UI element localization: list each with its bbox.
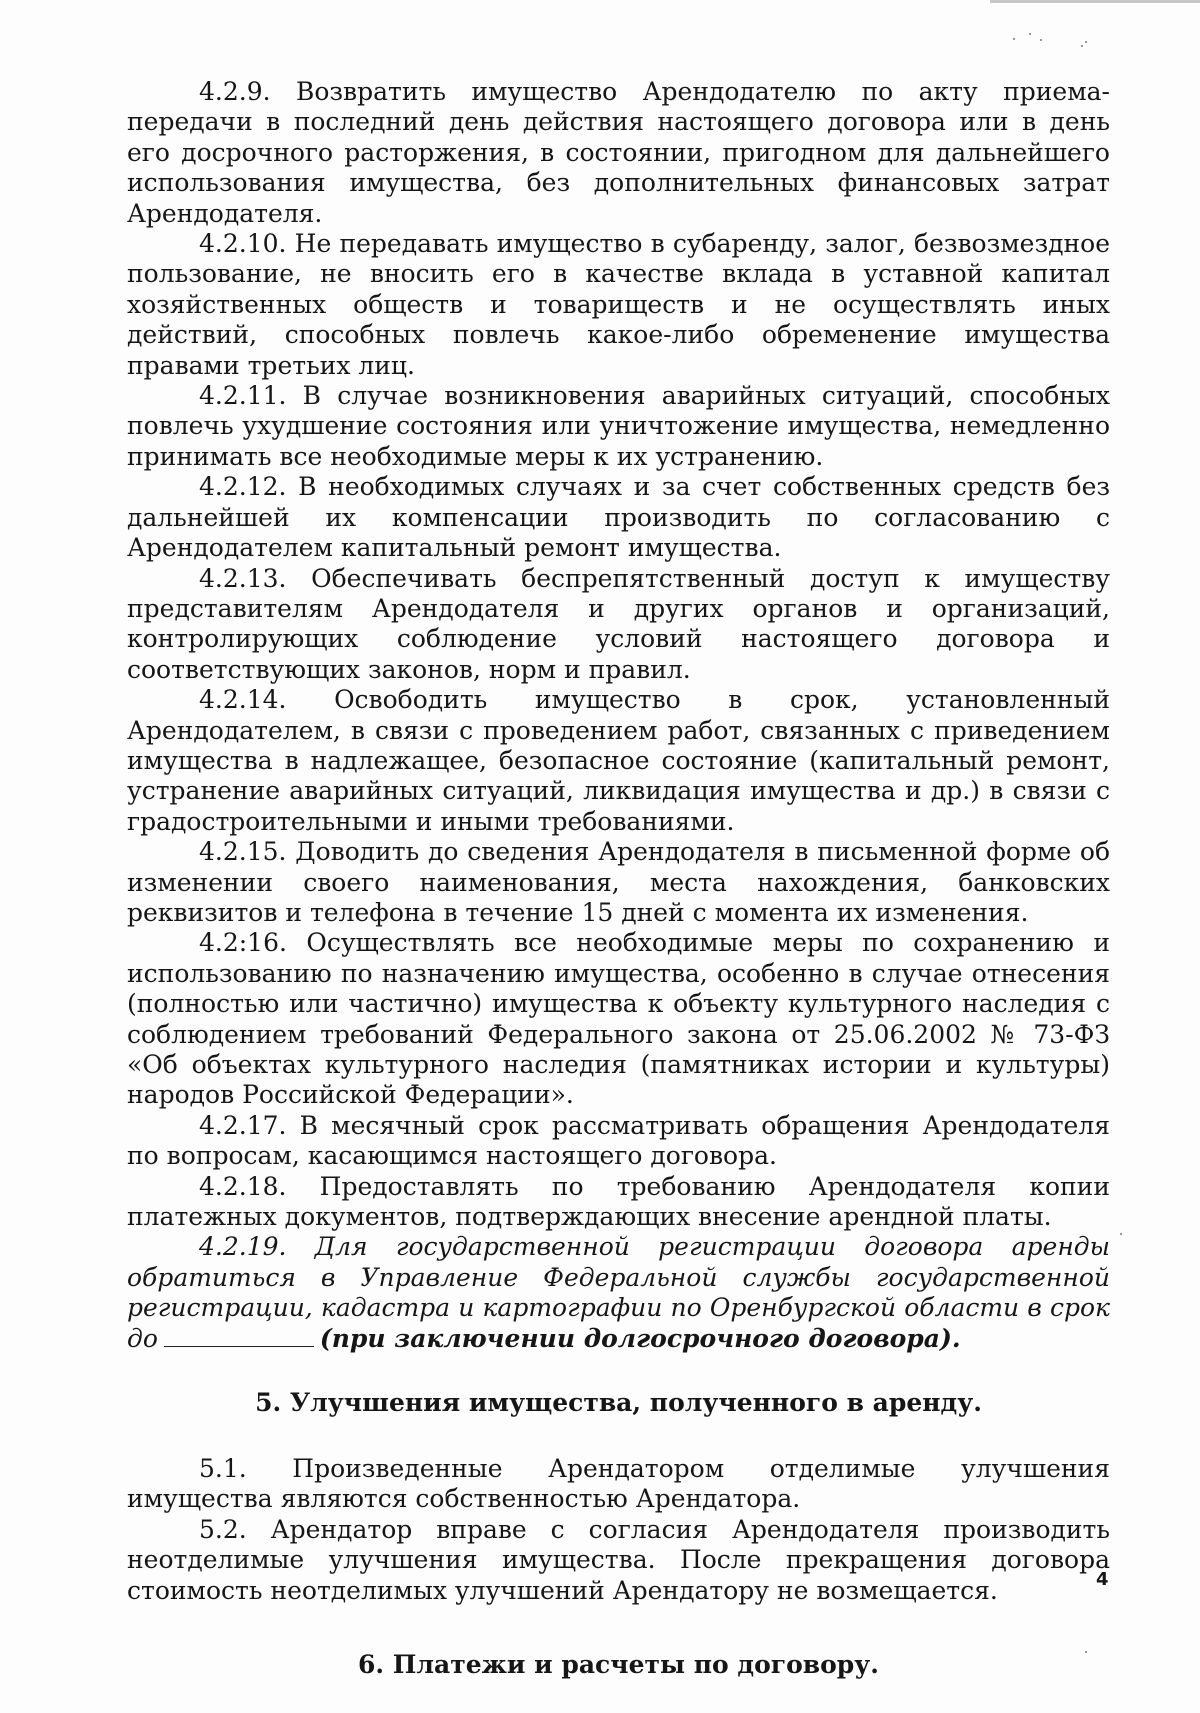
paragraph-4-2-14: 4.2.14. Освободить имущество в срок, установленный Арендодателем, в связи с проведением работ, связанных с приведением имущества в надлежащее, безопасное состояние (капитальный ремонт, устранение аварийных ситуаций, ликвидация имущества и др.) в связи с градостроительными и иными требованиями. <box>127 685 1110 836</box>
paragraph-5-2: 5.2. Арендатор вправе с согласия Арендодателя производить неотделимые улучшения имущества. После прекращения договора стоимость неотделимых улучшений Арендатору не возмещается. <box>127 1514 1110 1605</box>
paragraph-5-1: 5.1. Произведенные Арендатором отделимые улучшения имущества являются собственностью Арендатора. <box>127 1454 1110 1514</box>
paragraph-4-2-11: 4.2.11. В случае возникновения аварийных ситуаций, способных повлечь ухудшение состояния или уничтожение имущества, немедленно принимать все необходимые меры к их устранению. <box>127 381 1110 471</box>
scan-speck <box>1120 1233 1122 1235</box>
paragraph-4-2-19-text: 4.2.19. Для государственной регистрации договора аренды обратиться в Управление Федеральной службы государственной регистрации, кадастра и картографии по Оренбургской области в срок до <box>127 1232 1110 1353</box>
scan-edge-line <box>990 0 1200 3</box>
date-blank-line <box>164 1328 314 1347</box>
scan-speck <box>1085 41 1087 43</box>
scan-speck <box>1013 38 1015 40</box>
paragraph-4-2-12: 4.2.12. В необходимых случаях и за счет собственных средств без дальнейшей их компенсации производить по согласованию с Арендодателем капитальный ремонт имущества. <box>127 472 1110 563</box>
paragraph-4-2-18: 4.2.18. Предоставлять по требованию Арендодателя копии платежных документов, подтверждающих внесение арендной платы. <box>127 1171 1110 1232</box>
scan-speck <box>1029 33 1031 35</box>
paragraph-4-2-17: 4.2.17. В месячный срок рассматривать обращения Арендодателя по вопросам, касающимся настоящего договора. <box>127 1110 1110 1171</box>
paragraph-4-2-15: 4.2.15. Доводить до сведения Арендодателя в письменной форме об изменении своего наименования, места нахождения, банковских реквизитов и телефона в течение 15 дней с момента их изменения. <box>127 837 1110 927</box>
scan-speck <box>1040 39 1042 41</box>
section-5-heading: 5. Улучшения имущества, полученного в аренду. <box>255 1388 982 1418</box>
paragraph-4-2-13: 4.2.13. Обеспечивать беспрепятственный доступ к имуществу представителям Арендодателя и других органов и организаций, контролирующих соблюдение условий настоящего договора и соответствующих законов, норм и правил. <box>127 563 1110 684</box>
paragraph-4-2-19-bold-suffix: (при заключении долгосрочного договора). <box>319 1323 961 1353</box>
page-number: 4 <box>1096 1569 1109 1590</box>
paragraph-4-2-9: 4.2.9. Возвратить имущество Арендодателю по акту приема-передачи в последний день действия настоящего договора или в день его досрочного расторжения, в состоянии, пригодном для дальнейшего использования имущества, без дополнительных финансовых затрат Арендодателя. <box>127 77 1110 228</box>
paragraph-4-2-10: 4.2.10. Не передавать имущество в субаренду, залог, безвозмездное пользование, не вносить его в качестве вклада в уставной капитал хозяйственных обществ и товариществ и не осуществлять иных действий, способных повлечь какое-либо обременение имущества правами третьих лиц. <box>127 229 1110 380</box>
section-6-heading: 6. Платежи и расчеты по договору. <box>358 1650 879 1680</box>
document-body <box>127 77 1110 1680</box>
paragraph-4-2-16: 4.2:16. Осуществлять все необходимые меры по сохранению и использованию по назначению имущества, особенно в случае отнесения (полностью или частично) имущества к объекту культурного наследия с соблюдением требований Федерального закона от 25.06.2002 № 73-ФЗ «Об объектах культурного наследия (памятниках истории и культуры) народов Российской Федерации». <box>127 928 1110 1110</box>
paragraph-4-2-19 <box>127 1232 1110 1354</box>
scan-speck <box>1081 45 1083 47</box>
